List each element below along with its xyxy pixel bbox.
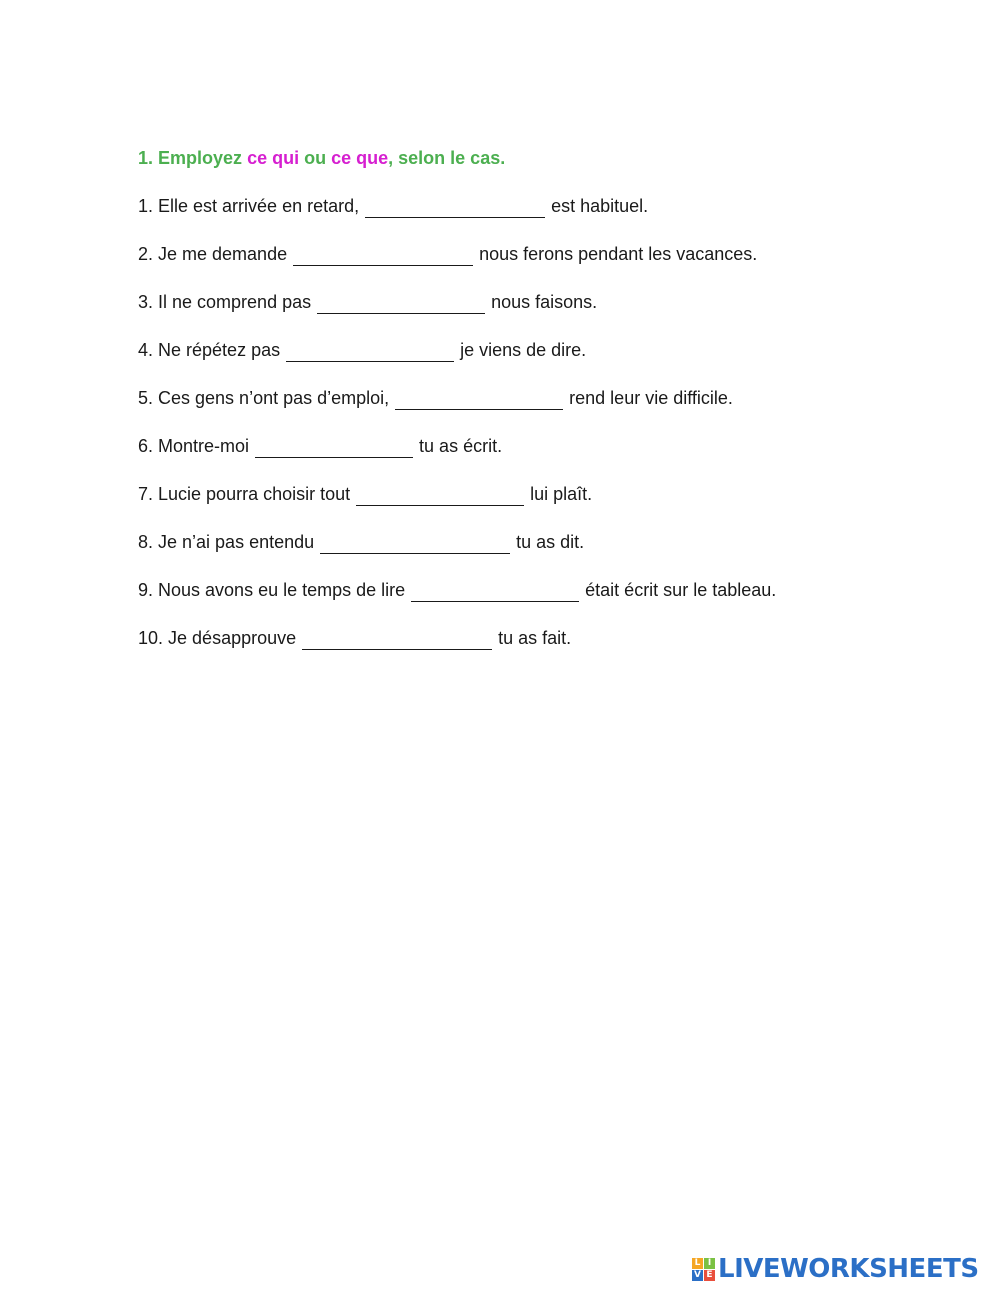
- question-text-before: Lucie pourra choisir tout: [158, 484, 351, 504]
- logo-mark-letter: V: [692, 1270, 703, 1281]
- answer-field-8[interactable]: [320, 533, 510, 554]
- question-number: 4.: [138, 340, 154, 360]
- question-8: [138, 527, 918, 575]
- question-9: [138, 575, 918, 623]
- question-6: [138, 431, 918, 479]
- question-number: 2.: [138, 244, 154, 264]
- question-4: [138, 335, 918, 383]
- answer-field-6[interactable]: [255, 437, 413, 458]
- instruction-part2: ou: [304, 148, 327, 168]
- logo-mark-letter: L: [692, 1258, 703, 1269]
- question-number: 1.: [138, 196, 154, 216]
- question-number: 5.: [138, 388, 154, 408]
- question-3: [138, 287, 918, 335]
- question-7: [138, 479, 918, 527]
- question-text-after: tu as écrit.: [419, 436, 503, 456]
- question-text-after: je viens de dire.: [460, 340, 587, 360]
- question-5: [138, 383, 918, 431]
- liveworksheets-logo: [692, 1254, 979, 1284]
- answer-field-5[interactable]: [395, 389, 563, 410]
- instruction-part3: , selon le cas.: [388, 148, 506, 168]
- answer-field-3[interactable]: [317, 293, 485, 314]
- question-text-before: Ne répétez pas: [158, 340, 281, 360]
- question-text-before: Ces gens n’ont pas d’emploi,: [158, 388, 390, 408]
- instruction-option-ce-qui: ce qui: [247, 148, 300, 168]
- question-text-before: Il ne comprend pas: [158, 292, 312, 312]
- question-text-after: rend leur vie difficile.: [569, 388, 733, 408]
- question-number: 10.: [138, 628, 164, 648]
- question-text-after: est habituel.: [551, 196, 649, 216]
- question-text-after: nous ferons pendant les vacances.: [479, 244, 758, 264]
- answer-field-4[interactable]: [286, 341, 454, 362]
- question-text-before: Je n’ai pas entendu: [158, 532, 315, 552]
- question-number: 6.: [138, 436, 154, 456]
- question-text-before: Elle est arrivée en retard,: [158, 196, 360, 216]
- answer-field-7[interactable]: [356, 485, 524, 506]
- question-10: [138, 623, 918, 671]
- question-number: 3.: [138, 292, 154, 312]
- instruction-number: 1.: [138, 148, 154, 168]
- logo-mark-letter: E: [704, 1270, 715, 1281]
- answer-field-1[interactable]: [365, 197, 545, 218]
- liveworksheets-logo-text: LIVEWORKSHEETS: [718, 1254, 979, 1284]
- question-text-before: Je me demande: [158, 244, 288, 264]
- question-text-after: lui plaît.: [530, 484, 593, 504]
- answer-field-10[interactable]: [302, 629, 492, 650]
- question-text-before: Nous avons eu le temps de lire: [158, 580, 406, 600]
- question-text-after: tu as fait.: [498, 628, 572, 648]
- question-2: [138, 239, 918, 287]
- question-1: [138, 191, 918, 239]
- question-number: 7.: [138, 484, 154, 504]
- liveworksheets-logo-mark: [692, 1258, 715, 1281]
- answer-field-2[interactable]: [293, 245, 473, 266]
- question-text-after: nous faisons.: [491, 292, 598, 312]
- question-text-before: Montre-moi: [158, 436, 250, 456]
- answer-field-9[interactable]: [411, 581, 579, 602]
- question-number: 8.: [138, 532, 154, 552]
- question-text-after: était écrit sur le tableau.: [585, 580, 777, 600]
- instruction: [138, 143, 918, 173]
- worksheet: [138, 143, 918, 671]
- question-text-before: Je désapprouve: [168, 628, 297, 648]
- instruction-part1: Employez: [158, 148, 243, 168]
- question-number: 9.: [138, 580, 154, 600]
- logo-mark-letter: I: [704, 1258, 715, 1269]
- question-text-after: tu as dit.: [516, 532, 585, 552]
- instruction-option-ce-que: ce que: [331, 148, 389, 168]
